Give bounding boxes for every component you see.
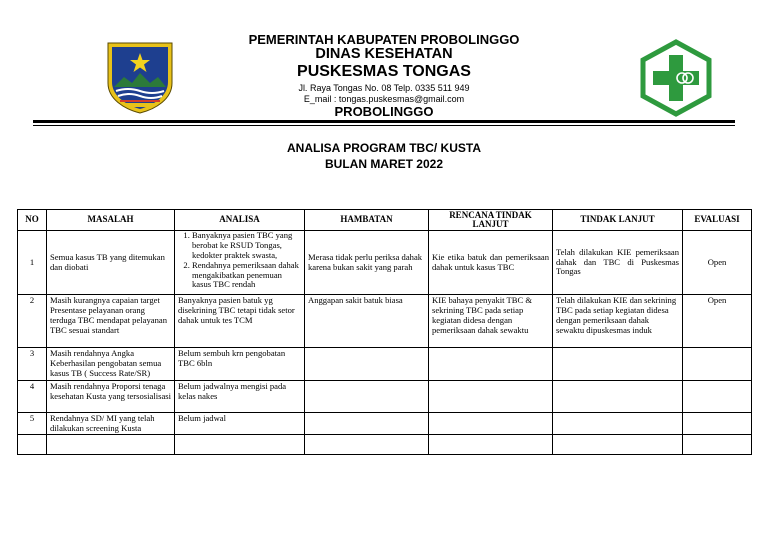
masalah-cell: Rendahnya SD/ MI yang telah dilakukan screening Kusta: [47, 412, 175, 435]
tindak-lanjut-cell: [553, 380, 683, 412]
column-header-masalah: MASALAH: [47, 210, 175, 231]
row-number: 1: [18, 231, 47, 295]
tindak-lanjut-cell: [553, 435, 683, 455]
letterhead-divider-thin: [33, 125, 735, 126]
letterhead-government: PEMERINTAH KABUPATEN PROBOLINGGO: [248, 32, 520, 47]
tindak-lanjut-cell: [553, 348, 683, 381]
table-row: [18, 348, 752, 381]
column-header-tindak-lanjut: TINDAK LANJUT: [553, 210, 683, 231]
row-number: 2: [18, 295, 47, 348]
analisa-list-item: 2. Rendahnya pemeriksaan dahak mengakibatkan penemuan kasus TBC rendah: [192, 261, 301, 291]
hambatan-cell: [305, 435, 429, 455]
letterhead-divider-thick: [33, 120, 735, 123]
table-row: [18, 412, 752, 435]
rencana-cell: [429, 435, 553, 455]
analysis-table: [17, 209, 752, 455]
letterhead-department: DINAS KESEHATAN: [315, 46, 453, 62]
evaluasi-cell: [683, 412, 752, 435]
letterhead-email: E_mail : tongas.puskesmas@gmail.com: [303, 94, 465, 104]
analisa-cell: Belum jadwal: [175, 412, 305, 435]
analisa-list: [178, 231, 301, 290]
document-title: ANALISA PROGRAM TBC/ KUSTA: [287, 141, 481, 155]
analisa-cell: Belum sembuh krn pengobatan TBC 6bln: [175, 348, 305, 381]
analisa-cell: Belum jadwalnya mengisi pada kelas nakes: [175, 380, 305, 412]
hambatan-cell: Anggapan sakit batuk biasa: [305, 295, 429, 348]
hambatan-cell: Merasa tidak perlu periksa dahak karena bukan sakit yang parah: [305, 231, 429, 295]
table-header-row: [18, 210, 752, 231]
rencana-cell: [429, 348, 553, 381]
table-row: [18, 435, 752, 455]
column-header-evaluasi: EVALUASI: [683, 210, 752, 231]
analisa-list-item: 1. Banyaknya pasien TBC yang berobat ke RSUD Tongas, kedokter praktek swasta,: [192, 231, 301, 261]
masalah-cell: Masih kurangnya capaian target Presentase pelayanan orang terduga TBC mendapat pelayanan TBC sesuai standart: [47, 295, 175, 348]
hambatan-cell: [305, 412, 429, 435]
column-header-analisa: ANALISA: [175, 210, 305, 231]
tindak-lanjut-cell: Telah dilakukan KIE pemeriksaan dahak dan TBC di Puskesmas Tongas: [553, 231, 683, 295]
letterhead-institution: PUSKESMAS TONGAS: [297, 63, 471, 80]
analisa-cell: [175, 231, 305, 295]
puskesmas-logo-icon: [638, 39, 714, 117]
probolinggo-regency-emblem-icon: [104, 39, 176, 115]
letterhead-city: PROBOLINGGO: [334, 104, 434, 119]
row-number: [18, 435, 47, 455]
tindak-lanjut-cell: Telah dilakukan KIE dan sekrining TBC pada setiap kegiatan didesa dengan pemeriksaan dahak sewaktu dipuskesmas induk: [553, 295, 683, 348]
column-header-no: NO: [18, 210, 47, 231]
hambatan-cell: [305, 348, 429, 381]
column-header-hambatan: HAMBATAN: [305, 210, 429, 231]
analisa-cell: Banyaknya pasien batuk yg disekrining TBC tetapi tidak setor dahak untuk tes TCM: [175, 295, 305, 348]
row-number: 3: [18, 348, 47, 381]
masalah-cell: [47, 435, 175, 455]
analisa-cell: [175, 435, 305, 455]
table-row: [18, 231, 752, 295]
evaluasi-cell: [683, 380, 752, 412]
masalah-cell: Masih rendahnya Proporsi tenaga kesehatan Kusta yang tersosialisasi: [47, 380, 175, 412]
evaluasi-cell: [683, 435, 752, 455]
rencana-cell: KIE bahaya penyakit TBC & sekrining TBC pada setiap kegiatan didesa dengan pemeriksaan dahak sewaktu: [429, 295, 553, 348]
row-number: 5: [18, 412, 47, 435]
rencana-cell: Kie etika batuk dan pemeriksaan dahak untuk kasus TBC: [429, 231, 553, 295]
tindak-lanjut-cell: [553, 412, 683, 435]
evaluasi-cell: [683, 348, 752, 381]
letterhead-address: Jl. Raya Tongas No. 08 Telp. 0335 511 949: [298, 83, 470, 93]
masalah-cell: Semua kasus TB yang ditemukan dan diobati: [47, 231, 175, 295]
hambatan-cell: [305, 380, 429, 412]
table-row: [18, 380, 752, 412]
evaluasi-cell: Open: [683, 295, 752, 348]
masalah-cell: Masih rendahnya Angka Keberhasilan pengobatan semua kasus TB ( Success Rate/SR): [47, 348, 175, 381]
row-number: 4: [18, 380, 47, 412]
rencana-cell: [429, 412, 553, 435]
document-period: BULAN MARET 2022: [324, 157, 444, 171]
rencana-cell: [429, 380, 553, 412]
table-row: [18, 295, 752, 348]
evaluasi-cell: Open: [683, 231, 752, 295]
column-header-rencana: RENCANA TINDAK LANJUT: [429, 210, 553, 231]
